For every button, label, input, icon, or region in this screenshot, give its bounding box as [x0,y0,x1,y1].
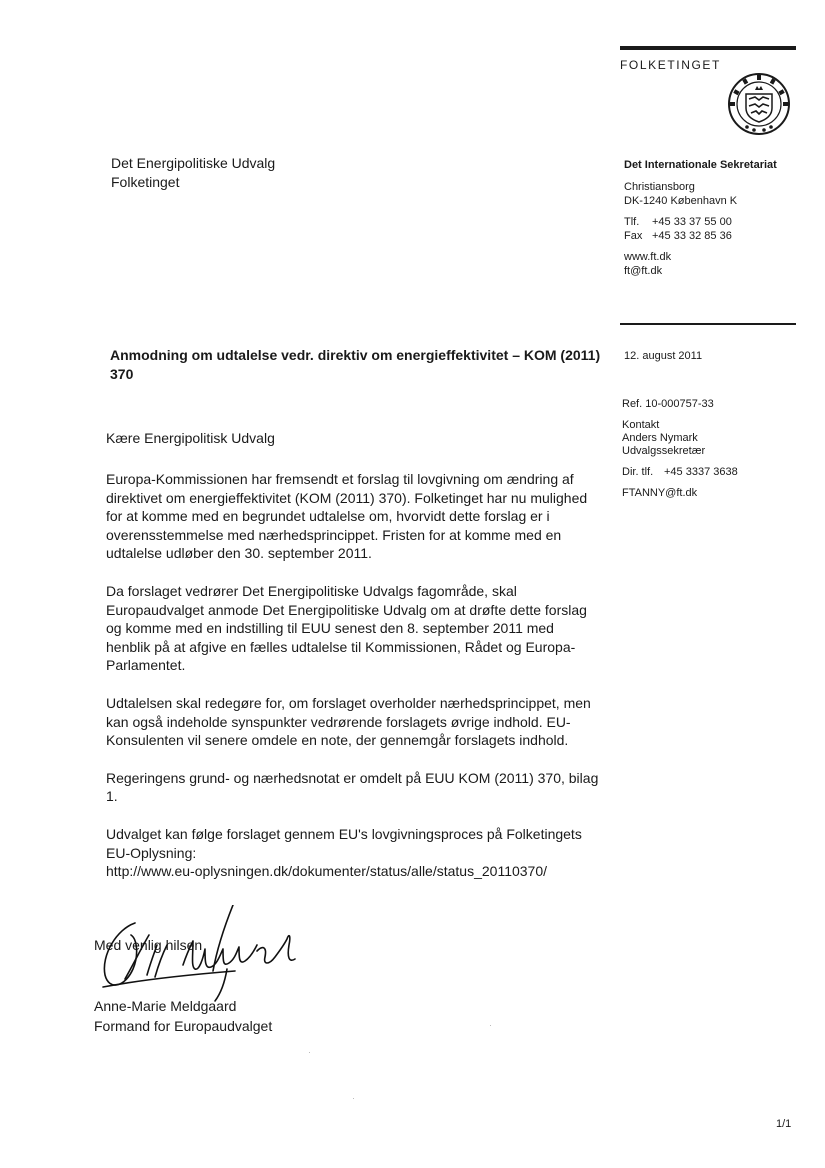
email-link[interactable]: ft@ft.dk [624,265,663,277]
phone-label: Tlf. [624,216,640,228]
contact-label: Kontakt [622,419,660,431]
letterhead-rule [620,46,796,50]
recipient-block [111,154,275,192]
website-link[interactable]: www.ft.dk [624,251,672,263]
body-paragraph: Europa-Kommissionen har fremsendt et forslag til lovgivning om ændring af direktivet om energieffektivitet (KOM (2011) 370). Folketinget har nu mulighed for at komme med en begrundet udtalelse om, hvorvidt dette forslag er i overensstemmelse med nærhedsprincippet. Fristen for at komme med en udtalelse udløber den 30. september 2011. [106,471,588,562]
address-line: DK-1240 København K [624,195,738,207]
eu-info-text: Udvalget kan følge forslaget gennem EU's lovgivningsproces på Folketingets [106,825,582,842]
letter-body [106,470,601,881]
page-number: 1/1 [776,1118,792,1130]
letter-subject: Anmodning om udtalelse vedr. direktiv om energieffektivitet – KOM (2011) 370 [110,347,601,382]
eu-info-paragraph [106,825,601,881]
fax-label: Fax [624,230,643,242]
department-name: Det Internationale Sekretariat [624,159,777,171]
body-paragraph: Regeringens grund- og nærhedsnotat er omdelt på EUU KOM (2011) 370, bilag 1. [106,769,599,805]
folketinget-seal-icon [727,72,791,136]
phone-number: +45 33 37 55 00 [652,216,732,228]
letter-date: 12. august 2011 [624,350,703,362]
body-paragraph: Udtalelsen skal redegøre for, om forslaget overholder nærhedsprincippet, men kan også indeholde synspunkter vedrørende forslagets øvrige indhold. EU-Konsulenten vil senere omdele en note, der gennemgår forslagets indhold. [106,694,591,749]
contact-email[interactable]: FTANNY@ft.dk [622,487,698,499]
reference-number: Ref. 10-000757-33 [622,398,714,410]
handwritten-signature [95,905,315,1015]
scan-speck [353,1098,354,1099]
closing-greeting: Med venlig hilsen [94,937,203,953]
phone-line [624,215,804,229]
recipient-org: Folketinget [111,174,180,190]
salutation: Kære Energipolitisk Udvalg [106,430,275,446]
reference-block [622,398,738,500]
fax-line [624,229,804,243]
sidebar-rule [620,323,796,325]
address-line: Christiansborg [624,181,695,193]
scan-speck [309,1052,310,1053]
scan-speck [490,1025,491,1026]
contact-name: Anders Nymark [622,432,698,444]
org-name: FOLKETINGET [620,58,721,72]
signer-title: Formand for Europaudvalget [94,1018,273,1034]
body-paragraph: Da forslaget vedrører Det Energipolitiske Udvalgs fagområde, skal Europaudvalget anmode Det Energipolitiske Udvalg om at drøfte dette forslag og komme med en indstilling til EUU senest den 8. september 2011 med henblik på at afgive en fælles udtalelse til Kommissionen, Rådet og Europa-Parlamentet. [106,582,587,674]
signer-name: Anne-Marie Meldgaard [94,998,237,1014]
eu-info-text: EU-Oplysning: [106,844,197,861]
sender-block [624,158,804,278]
eu-info-url[interactable]: http://www.eu-oplysningen.dk/dokumenter/status/alle/status_20110370/ [106,863,548,880]
direct-phone: +45 3337 3638 [664,466,738,478]
fax-number: +45 33 32 85 36 [652,230,732,242]
recipient-name: Det Energipolitiske Udvalg [111,155,276,171]
direct-phone-label: Dir. tlf. [622,466,654,478]
direct-phone-line [622,466,738,479]
contact-title: Udvalgssekretær [622,445,706,457]
